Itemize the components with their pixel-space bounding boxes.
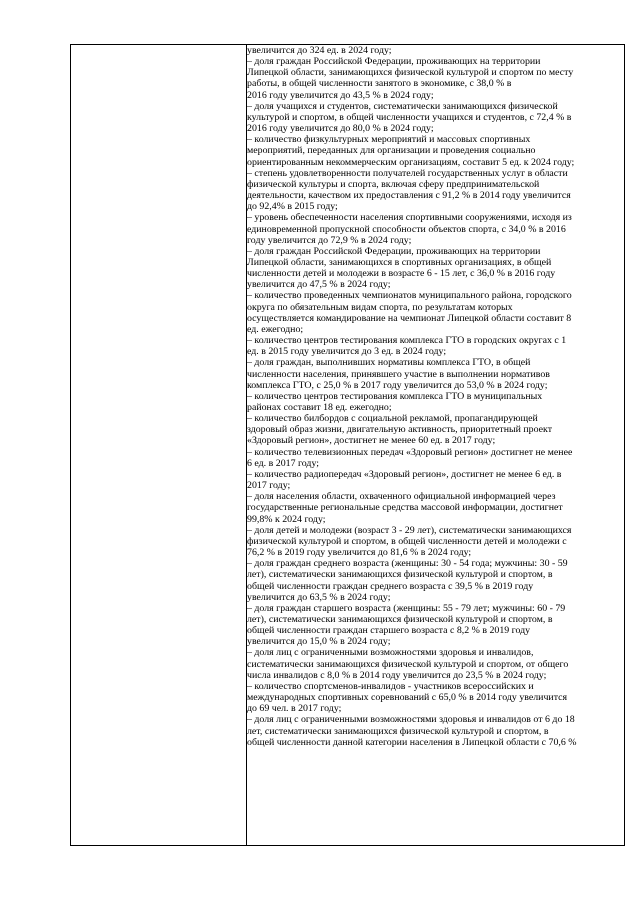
table-row (71, 45, 625, 846)
text-line: – доля граждан Российской Федерации, проживающих на территории (247, 245, 541, 257)
text-line: общей численности граждан старшего возраста с 8,2 % в 2019 году (247, 625, 531, 637)
text-line: мероприятий, переданных для организации и проведения социально (247, 145, 536, 157)
text-line: лет, систематически занимающихся физической культурой и спортом, в (247, 725, 549, 737)
text-line: увеличится до 47,5 % в 2024 году; (247, 279, 391, 291)
text-line: – доля лиц с ограниченными возможностями здоровья и инвалидов от 6 до 18 (247, 714, 575, 726)
text-line: культурой и спортом, в общей численности учащихся и студентов, с 72,4 % в (247, 111, 572, 123)
text-line: комплекса ГТО, с 25,0 % в 2017 году увеличится до 53,0 % в 2024 году; (247, 379, 548, 391)
table-left-cell (71, 45, 247, 846)
text-line: увеличится до 324 ед. в 2024 году; (247, 45, 392, 56)
text-line: – количество телевизионных передач «Здоровый регион» достигнет не менее (247, 446, 573, 458)
text-line: Липецкой области, занимающихся в спортивных организациях, в общей (247, 256, 552, 268)
text-line: – количество проведенных чемпионатов муниципального района, городского (247, 290, 572, 302)
text-line: здоровый образ жизни, двигательную активность, приоритетный проект (247, 424, 553, 436)
text-line: физической культурой и спортом, в общей численности детей и молодежи с (247, 535, 567, 547)
text-line: систематически занимающихся физической культурой и спортом, от общего (247, 658, 569, 670)
text-line: единовременной пропускной способности объектов спорта, с 34,0 % в 2016 (247, 223, 566, 235)
text-line: числа инвалидов с 8,0 % в 2014 году увеличится до 23,5 % в 2024 году; (247, 669, 547, 681)
text-line: работы, в общей численности занятого в экономике, с 38,0 % в (247, 78, 512, 90)
text-line: до 69 чел. в 2017 году; (247, 703, 342, 715)
text-line: ориентированным некоммерческим организациям, составит 5 ед. к 2024 году; (247, 156, 575, 168)
text-line: – количество центров тестирования комплекса ГТО в городских округах с 1 (247, 335, 567, 347)
text-line: – уровень обеспеченности населения спортивными сооружениями, исходя из (247, 212, 572, 224)
text-line: 2016 году увеличится до 43,5 % в 2024 году; (247, 89, 434, 101)
text-block (247, 45, 624, 748)
text-line: 2016 году увеличится до 80,0 % в 2024 году; (247, 123, 434, 135)
text-line: ед. ежегодно; (247, 323, 304, 335)
text-line: увеличится до 15,0 % в 2024 году; (247, 636, 391, 648)
text-line: округа по обязательным видам спорта, по результатам которых (247, 301, 513, 313)
text-line: – степень удовлетворенности получателей государственных услуг в области (247, 167, 568, 179)
text-line: 99,8% к 2024 году; (247, 513, 326, 525)
text-line: государственные региональные средства массовой информации, достигнет (247, 502, 563, 514)
text-line: общей численности граждан среднего возраста с 39,5 % в 2019 году (247, 580, 534, 592)
text-line: – доля граждан старшего возраста (женщины: 55 - 79 лет; мужчины: 60 - 79 (247, 602, 566, 614)
text-line: – количество центров тестирования комплекса ГТО в муниципальных (247, 390, 543, 402)
text-line: физической культуры и спорта, включая сферу предпринимательской (247, 178, 540, 190)
text-line: – количество физкультурных мероприятий и массовых спортивных (247, 134, 531, 146)
text-line: – доля учащихся и студентов, систематически занимающихся физической (247, 100, 558, 112)
text-line: – доля граждан среднего возраста (женщины: 30 - 54 года; мужчины: 30 - 59 (247, 558, 568, 570)
text-line: – доля граждан Российской Федерации, проживающих на территории (247, 56, 541, 68)
text-line: лет), систематически занимающихся физической культурой и спортом, в (247, 569, 553, 581)
text-line: году увеличится до 72,9 % в 2024 году; (247, 234, 412, 246)
text-line: – доля детей и молодежи (возраст 3 - 29 лет), систематически занимающихся (247, 524, 572, 536)
text-line: деятельности, качеством их предоставления с 91,2 % в 2014 году увеличится (247, 190, 571, 202)
text-line: лет), систематически занимающихся физической культурой и спортом, в (247, 613, 553, 625)
text-line: – количество билбордов с социальной рекламой, пропагандирующей (247, 413, 538, 425)
text-line: «Здоровый регион», достигнет не менее 60 ед. в 2017 году; (247, 435, 496, 447)
text-line: – доля лиц с ограниченными возможностями здоровья и инвалидов, (247, 647, 534, 659)
text-line: численности детей и молодежи в возрасте 6 - 15 лет, с 36,0 % в 2016 году (247, 268, 556, 280)
text-line: Липецкой области, занимающихся физической культурой и спортом по месту (247, 67, 574, 79)
text-line: до 92,4% в 2015 году; (247, 201, 338, 213)
text-line: численности населения, принявшего участие в выполнении нормативов (247, 368, 550, 380)
text-line: 6 ед. в 2017 году; (247, 457, 320, 469)
text-line: международных спортивных соревнований с 65,0 % в 2014 году увеличится (247, 692, 568, 704)
text-line: ед. в 2015 году увеличится до 3 ед. в 2024 году; (247, 346, 447, 358)
text-line: – количество радиопередач «Здоровый регион», достигнет не менее 6 ед. в (247, 468, 562, 480)
text-line: 2017 году; (247, 480, 291, 492)
text-line: увеличится до 63,5 % в 2024 году; (247, 591, 391, 603)
text-line: осуществляется командирование на чемпионат Липецкой области составит 8 (247, 312, 572, 324)
text-line: 76,2 % в 2019 году увеличится до 81,6 % в 2024 году; (247, 547, 472, 559)
text-line: районах составит 18 ед. ежегодно; (247, 402, 392, 413)
text-line: – количество спортсменов-инвалидов - участников всероссийских и (247, 680, 534, 692)
text-line: – доля населения области, охваченного официальной информацией через (247, 491, 556, 503)
text-line: – доля граждан, выполнивших нормативы комплекса ГТО, в общей (247, 357, 531, 369)
document-table (70, 44, 625, 846)
table-right-cell (247, 45, 625, 846)
text-line: общей численности данной категории населения в Липецкой области с 70,6 % (247, 736, 577, 748)
